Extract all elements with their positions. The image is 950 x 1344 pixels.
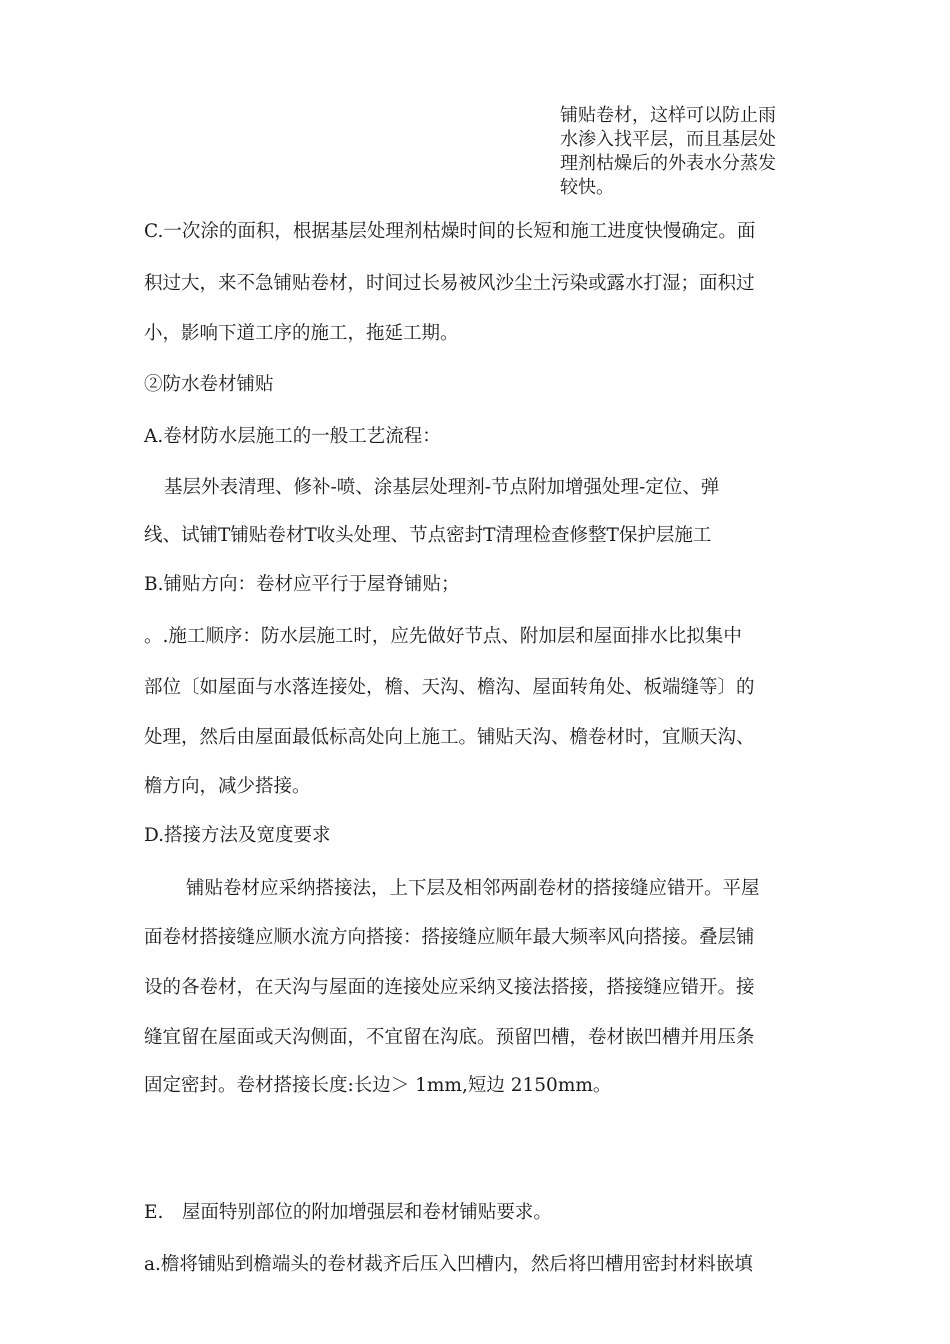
paragraph-order-line: 处理，然后由屋面最低标高处向上施工。铺贴天沟、檐卷材时，宜顺天沟、 xyxy=(144,727,755,748)
paragraph-d-line: 铺贴卷材应采纳搭接法，上下层及相邻两副卷材的搭接缝应错开。平屋 xyxy=(186,878,760,899)
process-flow-line: 基层外表清理、修补-喷、涂基层处理剂-节点附加增强处理-定位、弹 xyxy=(164,477,720,498)
paragraph-d-line: 缝宜留在屋面或天沟侧面，不宜留在沟底。预留凹槽，卷材嵌凹槽并用压条 xyxy=(144,1027,755,1048)
side-note-line: 理剂枯燥后的外表水分蒸发 xyxy=(560,153,776,174)
paragraph-c-line: 小，影响下道工序的施工，拖延工期。 xyxy=(144,323,459,344)
side-note-line: 水渗入找平层，而且基层处 xyxy=(560,129,776,150)
paragraph-order-line: 。.施工顺序：防水层施工时，应先做好节点、附加层和屋面排水比拟集中 xyxy=(144,626,742,647)
paragraph-a-line: a.檐将铺贴到檐端头的卷材裁齐后压入凹槽内，然后将凹槽用密封材料嵌填 xyxy=(144,1254,753,1275)
paragraph-c-line: C.一次涂的面积，根据基层处理剂枯燥时间的长短和施工进度快慢确定。面 xyxy=(144,221,756,242)
paragraph-d-line: 设的各卷材，在天沟与屋面的连接处应采纳叉接法搭接，搭接缝应错开。接 xyxy=(144,977,755,998)
paragraph-d-line: 固定密封。卷材搭接长度:长边＞ 1mm,短边 2150mm。 xyxy=(144,1075,612,1096)
process-flow-line: 线、试铺T铺贴卷材T收头处理、节点密封T清理检查修整T保护层施工 xyxy=(144,525,712,546)
subheading-e: E. 屋面特别部位的附加增强层和卷材铺贴要求。 xyxy=(144,1202,552,1223)
paragraph-c-line: 积过大，来不急铺贴卷材，时间过长易被风沙尘土污染或露水打湿；面积过 xyxy=(144,273,755,294)
section-heading: ②防水卷材铺贴 xyxy=(144,374,274,395)
subheading-b: B.铺贴方向：卷材应平行于屋脊铺贴； xyxy=(144,574,460,595)
side-note xyxy=(560,104,822,200)
paragraph-d-line: 面卷材搭接缝应顺水流方向搭接：搭接缝应顺年最大频率风向搭接。叠层铺 xyxy=(144,927,755,948)
subheading-d: D.搭接方法及宽度要求 xyxy=(144,825,331,846)
paragraph-order-line: 部位〔如屋面与水落连接处，檐、天沟、檐沟、屋面转角处、板端缝等〕的 xyxy=(144,677,755,698)
side-note-line: 铺贴卷材，这样可以防止雨 xyxy=(560,105,776,126)
side-note-line: 较快。 xyxy=(560,177,614,198)
paragraph-order-line: 檐方向，减少搭接。 xyxy=(144,776,311,797)
subheading-a: A.卷材防水层施工的一般工艺流程： xyxy=(144,426,441,447)
